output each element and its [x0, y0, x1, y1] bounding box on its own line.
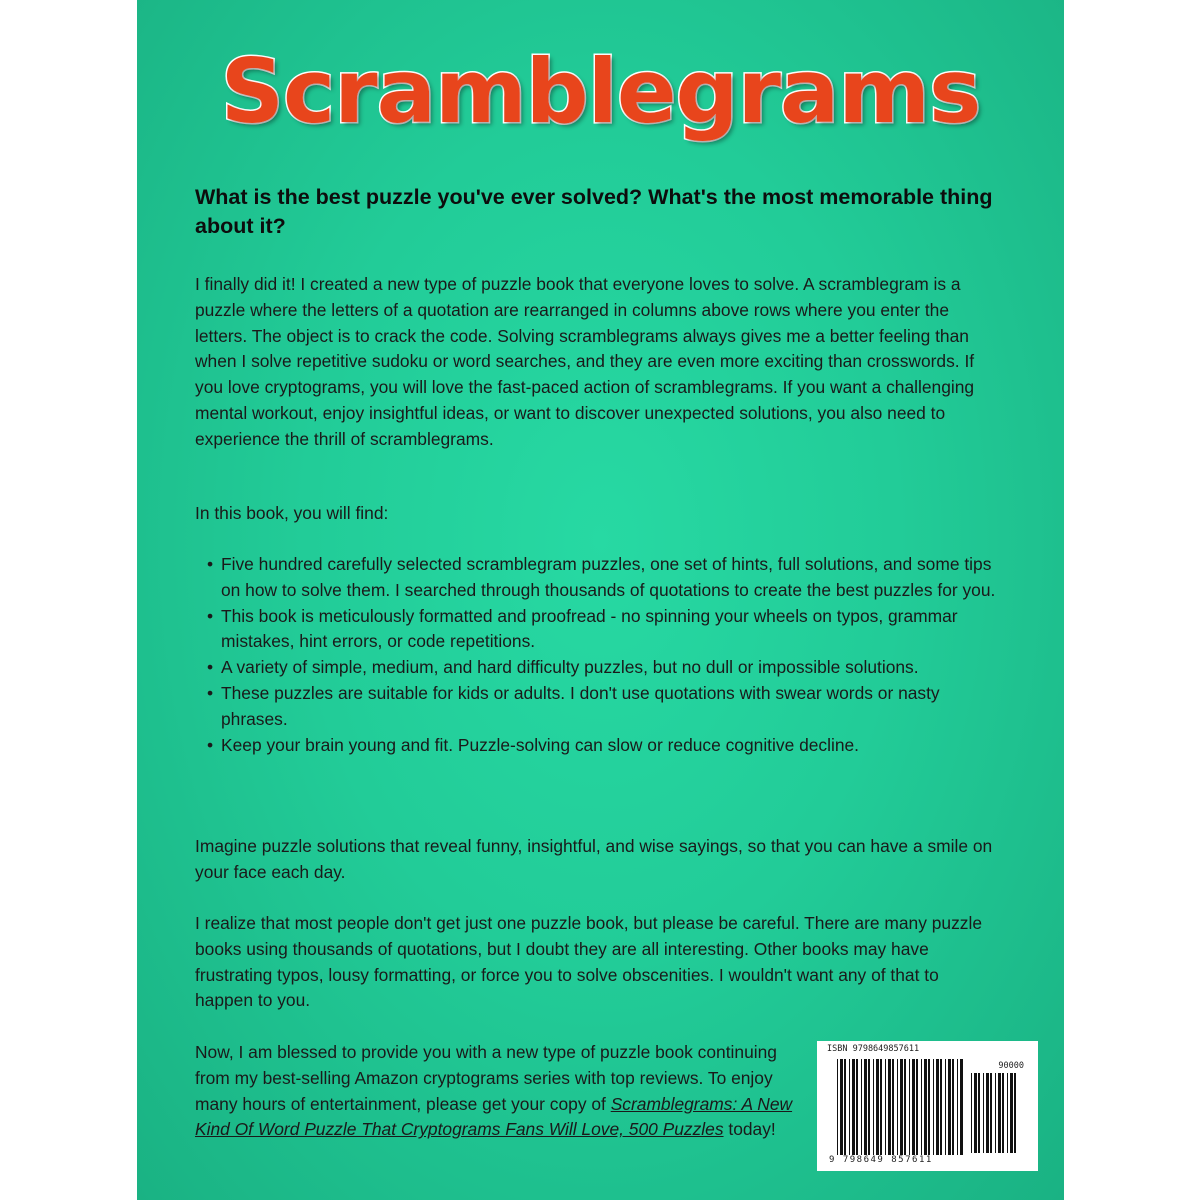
feature-list — [207, 552, 1007, 758]
price-code: 90000 — [998, 1061, 1024, 1071]
list-item: • These puzzles are suitable for kids or adults. I don't use quotations with swear words or nasty phrases. — [207, 681, 1007, 733]
headline-question: What is the best puzzle you've ever solved? What's the most memorable thing about it? — [195, 185, 993, 238]
isbn-label: ISBN 9798649857611 — [827, 1044, 920, 1054]
list-item: • A variety of simple, medium, and hard difficulty puzzles, but no dull or impossible solutions. — [207, 655, 1007, 681]
cover-title: Scramblegrams — [220, 40, 981, 143]
list-item: • This book is meticulously formatted and proofread - no spinning your wheels on typos, grammar mistakes, hint errors, or code repetitions. — [207, 604, 1007, 656]
list-item: • Five hundred carefully selected scramblegram puzzles, one set of hints, full solutions, and some tips on how to solve them. I searched through thousands of quotations to create the best puzzles for you. — [207, 552, 1007, 604]
barcode-digits: 9 798649 857611 — [829, 1155, 933, 1165]
intro-paragraph: I finally did it! I created a new type of puzzle book that everyone loves to solve. A scramblegram is a puzzle where the letters of a quotation are rearranged in columns above rows where you enter the letters. The object is to crack the code. Solving scramblegrams always gives me a better feeling than when I solve repetitive sudoku or word searches, and they are even more exciting than crosswords. If you love cryptograms, you will love the fast-paced action of scramblegrams. If you want a challenging mental workout, enjoy insightful ideas, or want to discover unexpected solutions, you also need to experience the thrill of scramblegrams. — [195, 274, 975, 449]
book-back-cover — [137, 0, 1064, 1200]
find-intro: In this book, you will find: — [195, 503, 389, 523]
barcode-bars-icon — [835, 1059, 963, 1155]
book-title-link[interactable]: Scramblegrams: A New Kind Of Word Puzzle That Cryptograms Fans Will Love, 500 Puzzles — [195, 1093, 793, 1140]
barcode-addon-bars-icon — [969, 1073, 1019, 1153]
list-item: • Keep your brain young and fit. Puzzle-solving can slow or reduce cognitive decline. — [207, 733, 1007, 759]
realize-paragraph: I realize that most people don't get just one puzzle book, but please be careful. There are many puzzle books using thousands of quotations, but I doubt they are all interesting. Other books may have frustrating typos, lousy formatting, or force you to solve obscenities. I wouldn't want any of that to happen to you. — [195, 913, 983, 1011]
closing-text: Now, I am blessed to provide you with a new type of puzzle book continuing from my best-selling Amazon cryptograms series with top reviews. To enjoy many hours of entertainment, please get your copy of — [195, 1042, 777, 1114]
isbn-barcode — [817, 1041, 1038, 1171]
closing-paragraph — [195, 1040, 805, 1143]
closing-end: today! — [723, 1119, 776, 1140]
imagine-paragraph: Imagine puzzle solutions that reveal funny, insightful, and wise sayings, so that you can have a smile on your face each day. — [195, 836, 993, 882]
